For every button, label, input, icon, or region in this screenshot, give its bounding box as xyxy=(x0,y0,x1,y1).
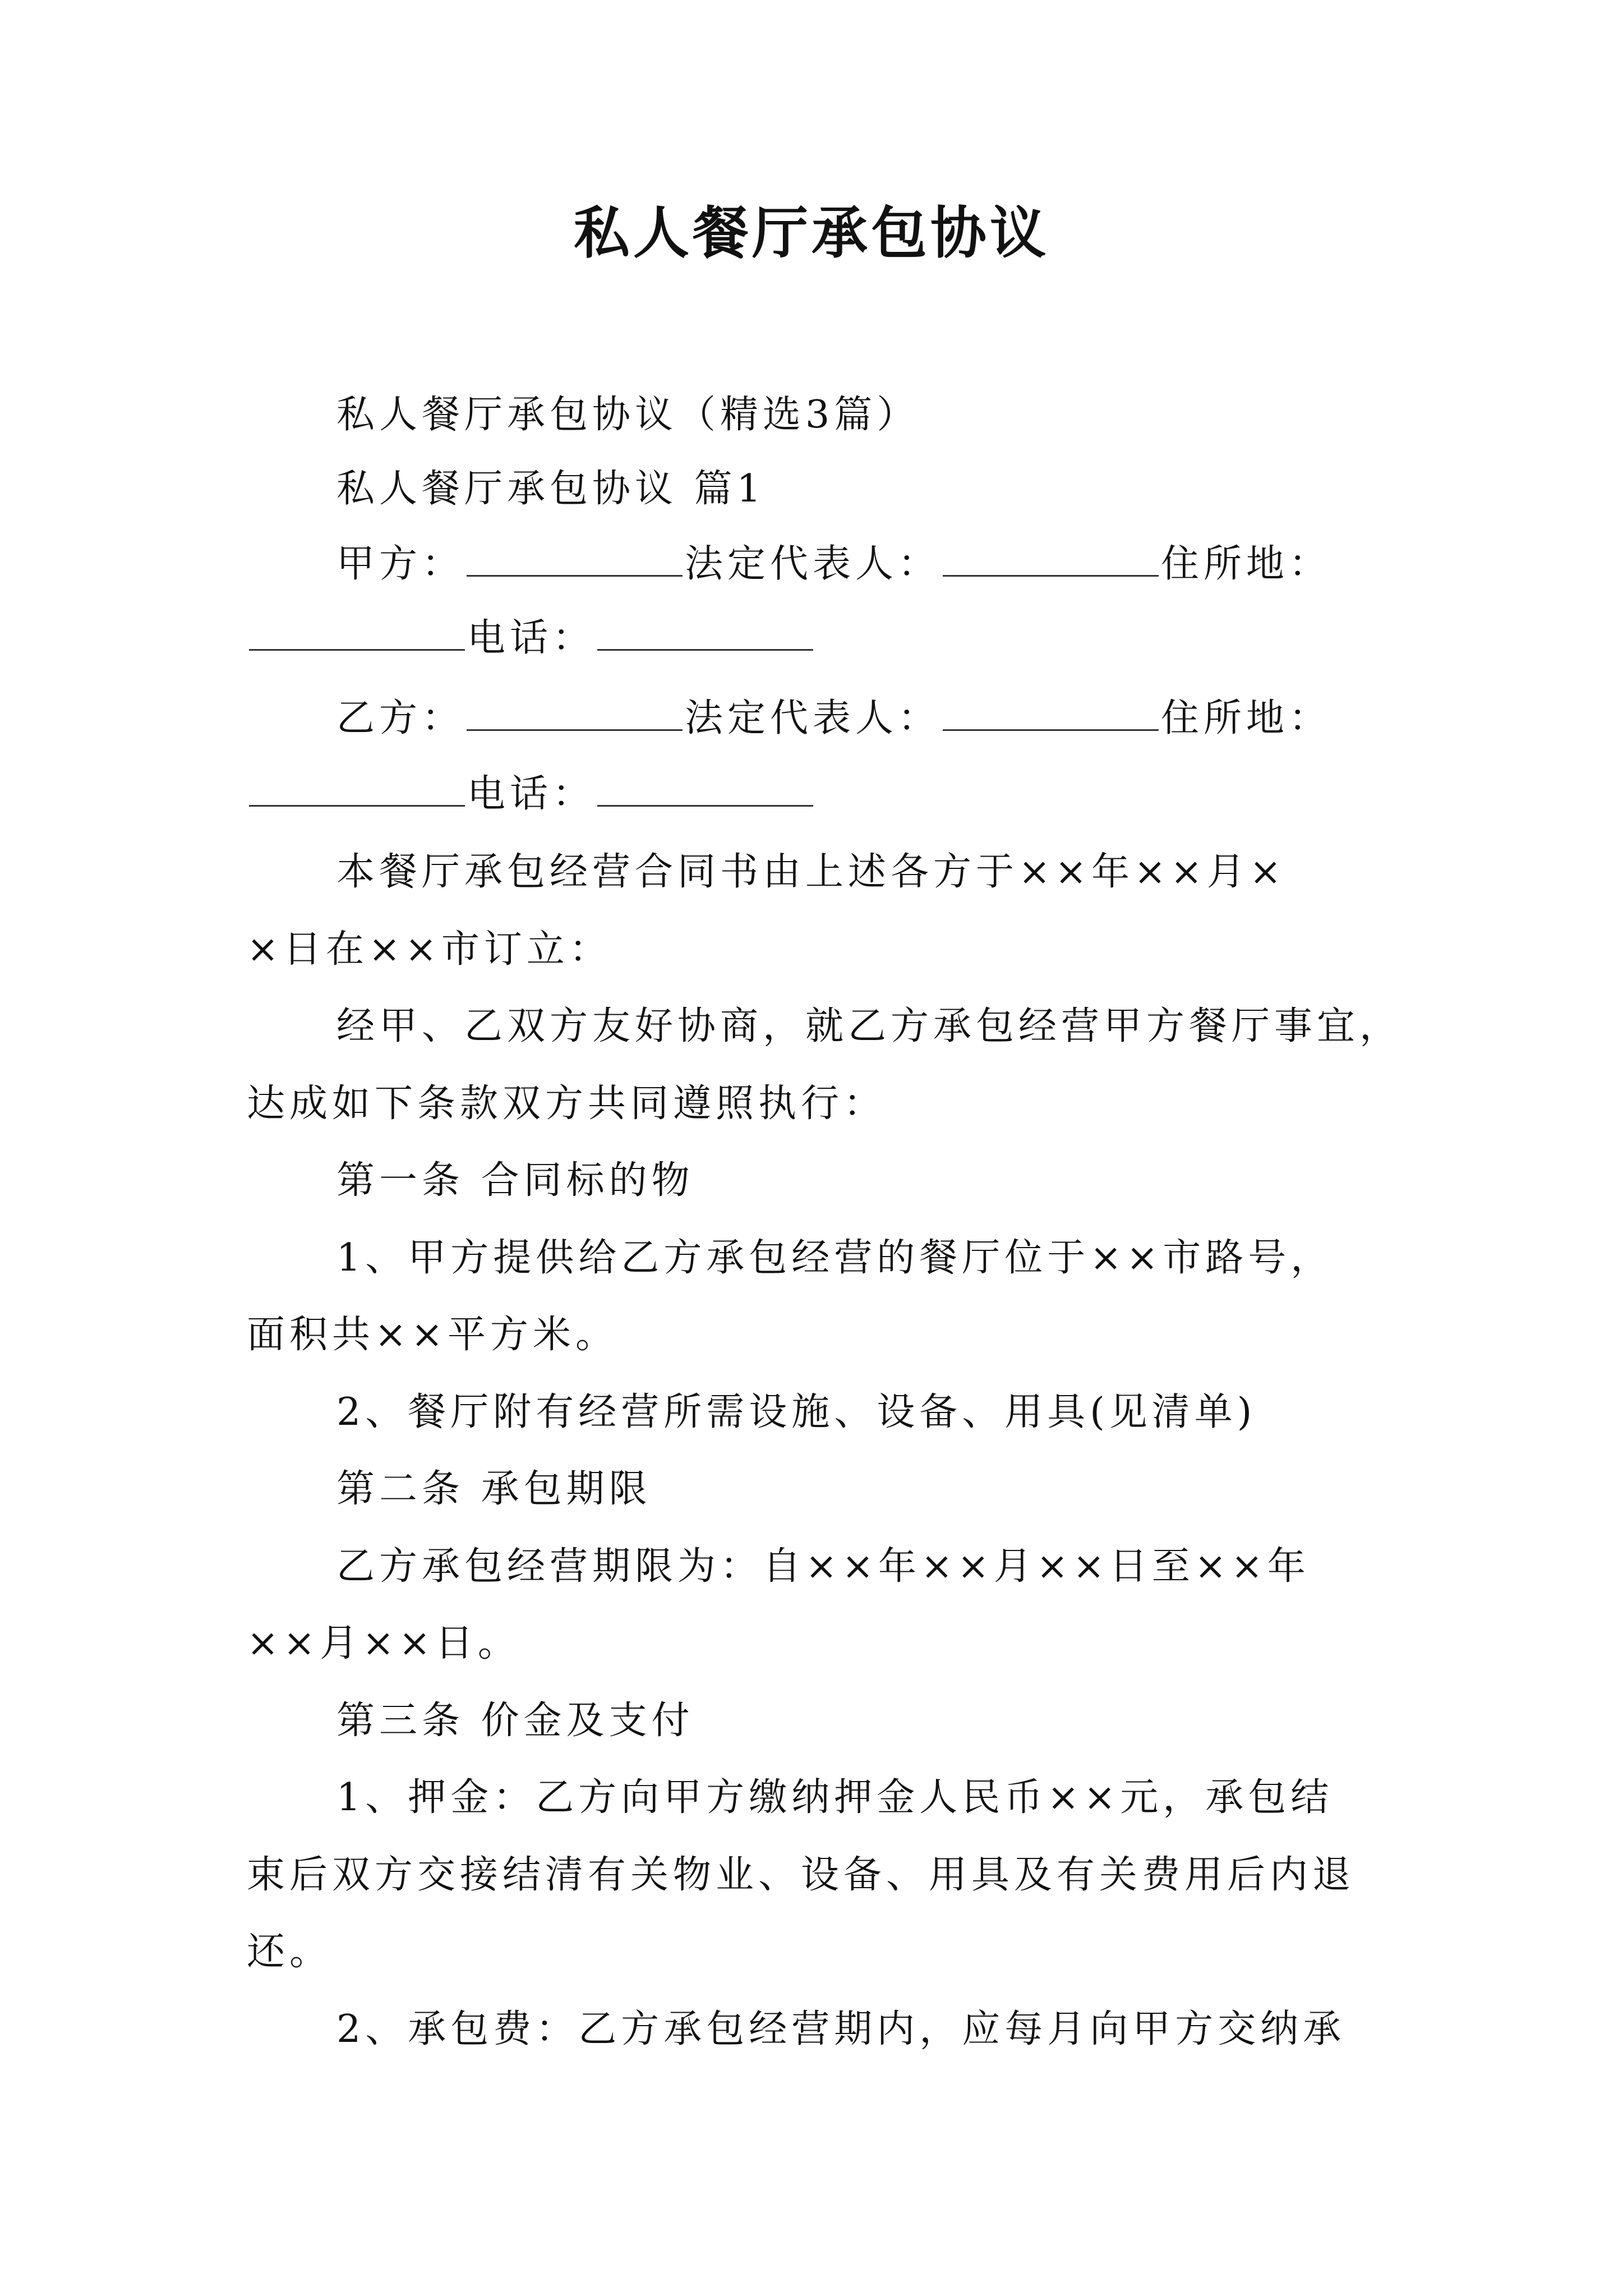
paragraph-line: 经甲、乙双方友好协商，就乙方承包经营甲方餐厅事宜， xyxy=(336,1004,1403,1048)
paragraph-line: 面积共××平方米。 xyxy=(247,1313,618,1357)
party-a-phone-label: 电话： xyxy=(467,616,596,660)
article-heading: 第一条 合同标的物 xyxy=(336,1158,694,1203)
party-b-address-blank[interactable] xyxy=(249,766,465,807)
article-heading: 第三条 价金及支付 xyxy=(336,1699,694,1743)
paragraph-line: 本餐厅承包经营合同书由上述各方于××年××月× xyxy=(336,850,1286,894)
paragraph-line: 束后双方交接结清有关物业、设备、用具及有关费用后内退 xyxy=(247,1853,1355,1897)
paragraph-line: 2、承包费：乙方承包经营期内，应每月向甲方交纳承 xyxy=(336,2007,1346,2051)
party-a-legal-rep-blank[interactable] xyxy=(943,536,1159,577)
article-heading: 第二条 承包期限 xyxy=(336,1467,652,1511)
party-a-legal-rep-label: 法定代表人： xyxy=(685,542,941,586)
party-a-line xyxy=(336,536,1331,592)
party-b-legal-rep-label: 法定代表人： xyxy=(685,696,941,740)
party-a-label: 甲方： xyxy=(336,542,465,586)
party-b-address-label: 住所地： xyxy=(1161,696,1332,740)
paragraph-line: 1、押金：乙方向甲方缴纳押金人民币××元，承包结 xyxy=(336,1775,1334,1820)
party-b-phone-label: 电话： xyxy=(467,772,596,816)
party-a-name-blank[interactable] xyxy=(467,536,683,577)
party-b-line-2 xyxy=(247,766,815,822)
paragraph-line: ××月××日。 xyxy=(247,1621,520,1665)
party-b-label: 乙方： xyxy=(336,696,465,740)
section-heading: 私人餐厅承包协议 篇1 xyxy=(336,467,766,511)
paragraph-line: 达成如下条款双方共同遵照执行： xyxy=(247,1082,887,1126)
party-b-phone-blank[interactable] xyxy=(597,766,813,807)
party-a-phone-blank[interactable] xyxy=(597,610,813,651)
party-b-legal-rep-blank[interactable] xyxy=(943,690,1159,731)
party-a-address-blank[interactable] xyxy=(249,610,465,651)
paragraph-line: 1、甲方提供给乙方承包经营的餐厅位于××市路号， xyxy=(336,1236,1334,1280)
paragraph-line: 还。 xyxy=(247,1930,333,1974)
collection-heading: 私人餐厅承包协议（精选3篇） xyxy=(336,393,920,437)
party-a-line-2 xyxy=(247,610,815,666)
paragraph-line: 2、餐厅附有经营所需设施、设备、用具(见清单) xyxy=(336,1390,1257,1434)
party-b-line xyxy=(336,690,1331,747)
party-b-name-blank[interactable] xyxy=(467,690,683,731)
paragraph-line: ×日在××市订立： xyxy=(247,927,612,972)
document-title: 私人餐厅承包协议 xyxy=(574,200,1049,266)
party-a-address-label: 住所地： xyxy=(1161,542,1332,586)
paragraph-line: 乙方承包经营期限为：自××年××月××日至××年 xyxy=(336,1544,1310,1589)
